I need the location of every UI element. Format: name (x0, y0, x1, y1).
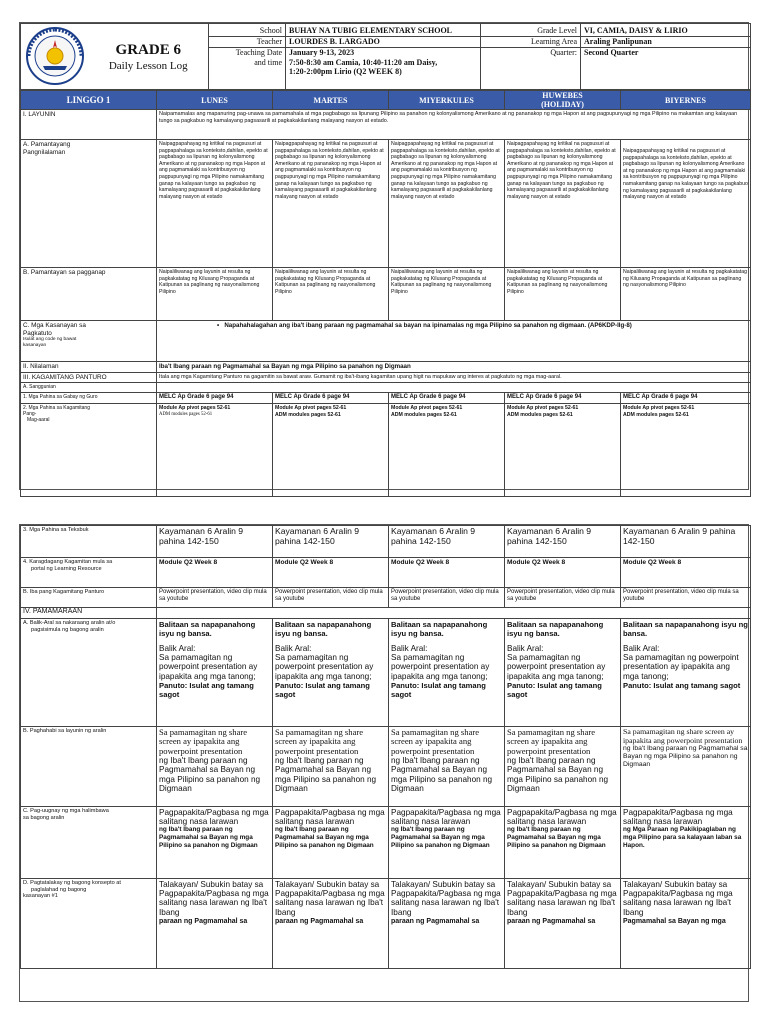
teksbuk-tue: Kayamanan 6 Aralin 9 pahina 142-150 (273, 526, 389, 558)
paghahabi-thu: Sa pamamagitan ng share screen ay ipapakita ang powerpoint presentation ng Iba't Ibang paraan ng Pagmamahal sa Bayan ng mga Pilipino sa panahon ng Digmaan (505, 727, 621, 807)
pamantayan-fri: Naipagpapahayag ng kritikal na pagsusuri at pagpapahalaga sa konteksto,dahilan, epekto at pagbabago sa lipunan ng kolonyalismong Amerikano at ng pananakop ng mga Hapon at ang pagmamalaki sa kontribusyon ng pagpupunyagi ng mga Pilipino namakamitang ganap na kalayaan tungo sa pagkabuo ng kamalayang pagsasarili at pagkakakilanlang malayang nasyon at estado (621, 140, 751, 268)
nilalaman-label: II. Nilalaman (21, 362, 157, 373)
iba-label: B. Iba pang Kagamitang Panturo (21, 588, 157, 608)
deped-seal-icon (25, 26, 85, 86)
gabay-wed: MELC Ap Grade 6 page 94 (389, 393, 505, 404)
pagtalakay-label: D. Pagtatalakay ng bagong konsepto at paglalahad ng bagong kasanayan #1 (21, 879, 157, 969)
pamantayan-label: A. Pamantayang Pangnilalaman (21, 140, 157, 268)
paguugnay-tue: Pagpapakita/Pagbasa ng mga salitang nasa larawan ng Iba't Ibang paraan ng Pagmamahal sa Bayan ng mga Pilipino sa panahon ng Digmaan (273, 807, 389, 879)
pamamaraan-empty (157, 608, 751, 619)
iba-mon: Powerpoint presentation, video clip mula sa youtube (157, 588, 273, 608)
layunin-label: I. LAYUNIN (21, 110, 157, 140)
lesson-log-page-2 (19, 524, 749, 1002)
teksbuk-thu: Kayamanan 6 Aralin 9 pahina 142-150 (505, 526, 621, 558)
kagamitang-row (21, 404, 751, 497)
paghahabi-mon: Sa pamamagitan ng share screen ay ipapakita ang powerpoint presentation ng Iba't Ibang paraan ng Pagmamahal sa Bayan ng mga Pilipino sa panahon ng Digmaan (157, 727, 273, 807)
day-thursday: HUWEBES (HOLIDAY) (505, 91, 621, 110)
paguugnay-thu: Pagpapakita/Pagbasa ng mga salitang nasa larawan ng Iba't Ibang paraan ng Pagmamahal sa Bayan ng mga Pilipino sa panahon ng Digmaan (505, 807, 621, 879)
paghahabi-wed: Sa pamamagitan ng share screen ay ipapakita ang powerpoint presentation ng Iba't Ibang paraan ng Pagmamahal sa Bayan ng mga Pilipino sa panahon ng Digmaan (389, 727, 505, 807)
day-tuesday: MARTES (273, 91, 389, 110)
kagamitang-fri: Module Ap pivot pages 52-61 ADM modules pages 52-61 (621, 404, 751, 497)
grade-level-label: Grade Level (537, 26, 577, 35)
sanggunian-row (21, 383, 751, 393)
pamamaraan-label: IV. PAMAMARAAN (21, 608, 157, 619)
kagamitang-wed: Module Ap pivot pages 52-61 ADM modules pages 52-61 (389, 404, 505, 497)
pagganap-mon: Naipaliliwanag ang layunin at resulta ng pagkakatatag ng Kilusang Propaganda at Katipunan sa paglinang ng nasyonalismong Pilipino (157, 268, 273, 321)
lesson-log-page-1 (19, 22, 749, 490)
teacher-name: LOURDES B. LARGADO (286, 36, 480, 46)
deped-logo (21, 24, 89, 90)
balik-thu: Balitaan sa napapanahong isyu ng bansa. Balik Aral: Sa pamamagitan ng powerpoint presentation ay ipapakita ang mga tanong; Panuto: Isulat ang tamang sagot (505, 619, 621, 727)
log-title: Daily Lesson Log (108, 59, 188, 72)
kagamitang-tue: Module Ap pivot pages 52-61 ADM modules pages 52-61 (273, 404, 389, 497)
day-monday: LUNES (157, 91, 273, 110)
kasanayan-row (21, 321, 751, 362)
gabay-thu: MELC Ap Grade 6 page 94 (505, 393, 621, 404)
teksbuk-mon: Kayamanan 6 Aralin 9 pahina 142-150 (157, 526, 273, 558)
header-values (286, 24, 481, 90)
kasanayan-label: C. Mga Kasanayan sa Pagkatuto Isulat ang code ng bawat kasanayan (21, 321, 157, 362)
teaching-date: January 9-13, 2023 (286, 47, 480, 57)
grade-title: GRADE 6 (115, 41, 181, 58)
teacher-label: Teacher (209, 36, 285, 46)
header-values-right (581, 24, 751, 90)
pagganap-label: B. Pamantayan sa pagganap (21, 268, 157, 321)
title-block (89, 24, 209, 90)
pagganap-row (21, 268, 751, 321)
pagganap-fri: Naipaliliwanag ang layunin at resulta ng pagkakatatag ng Kilusang Propaganda at Katipunan sa paglinang ng nasyonalismong Pilipino (621, 268, 751, 321)
week-header: LINGGO 1 (21, 91, 157, 110)
teksbuk-wed: Kayamanan 6 Aralin 9 pahina 142-150 (389, 526, 505, 558)
pagganap-thu: Naipaliliwanag ang layunin at resulta ng pagkakatatag ng Kilusang Propaganda at Katipunan sa paglinang ng nasyonalismong Pilipino (505, 268, 621, 321)
lesson-table-page-1 (20, 90, 751, 497)
teksbuk-row (21, 526, 751, 558)
teksbuk-fri: Kayamanan 6 Aralin 9 pahina 142-150 (621, 526, 751, 558)
date-label-1: Teaching Date (209, 47, 285, 57)
karagdagang-row (21, 558, 751, 588)
day-wednesday: MIYERKULES (389, 91, 505, 110)
balik-tue: Balitaan sa napapanahong isyu ng bansa. Balik Aral: Sa pamamagitan ng powerpoint presentation ay ipapakita ang mga tanong; Panuto: Isulat ang tamang sagot (273, 619, 389, 727)
iba-wed: Powerpoint presentation, video clip mula sa youtube (389, 588, 505, 608)
pamantayan-row (21, 140, 751, 268)
learning-area: Araling Panlipunan (581, 36, 750, 46)
layunin-row (21, 110, 751, 140)
balik-label: A. Balik-Aral sa nakaraang aralin at/o pagsisimula ng bagong aralin (21, 619, 157, 727)
karagdagang-wed: Module Q2 Week 8 (389, 558, 505, 588)
pamantayan-wed: Naipagpapahayag ng kritikal na pagsusuri at pagpapahalaga sa konteksto,dahilan, epekto at pagbabago sa lipunan ng kolonyalismong Amerikano at ng pananakop ng mga Hapon at ang pagmamalaki sa kontribusyon ng pagpupunyagi ng mga Pilipino namakamitang ganap na kalayaan tungo sa pagkabuo ng kamalayang pagsasarili at pagkakakilanlang malayang nasyon at estado (389, 140, 505, 268)
pagganap-tue: Naipaliliwanag ang layunin at resulta ng pagkakatatag ng Kilusang Propaganda at Katipunan sa paglinang ng nasyonalismong Pilipino (273, 268, 389, 321)
kagamitang-label: 2. Mga Pahina sa Kagamitang Pang- Mag-aaral (21, 404, 157, 497)
teksbuk-label: 3. Mga Pahina sa Teksbuk (21, 526, 157, 558)
karagdagang-tue: Module Q2 Week 8 (273, 558, 389, 588)
paghahabi-tue: Sa pamamagitan ng share screen ay ipapakita ang powerpoint presentation ng Iba't Ibang paraan ng Pagmamahal sa Bayan ng mga Pilipino sa panahon ng Digmaan (273, 727, 389, 807)
day-header-row (21, 91, 751, 110)
layunin-text: Naipamamalas ang mapanuring pag-unawa sa pamamahala at mga pagbabago sa lipunang Pilipino sa panahon ng kolonyalismong Amerikano at ng pananakop ng mga Hapon at ang pagpupunyagi ng mga Pilipino na makamtan ang kalayaan tungo sa pagkabuo ng kamalayang pagsasarili at pagkakakilanlang malayang nasyon at estado. (157, 110, 751, 140)
pagtalakay-mon: Talakayan/ Subukin batay sa Pagpapakita/Pagbasa ng mga salitang nasa larawan ng Iba't Ibang paraan ng Pagmamahal sa (157, 879, 273, 969)
iba-thu: Powerpoint presentation, video clip mula sa youtube (505, 588, 621, 608)
karagdagang-label: 4. Karagdagang Kagamitan mula sa portal ng Learning Resource (21, 558, 157, 588)
pagtalakay-row (21, 879, 751, 969)
lesson-table-page-2 (20, 525, 751, 969)
balik-wed: Balitaan sa napapanahong isyu ng bansa. Balik Aral: Sa pamamagitan ng powerpoint presentation ay ipapakita ang mga tanong; Panuto: Isulat ang tamang sagot (389, 619, 505, 727)
sanggunian-label: A. Sanggunian (21, 383, 157, 393)
teaching-time-1: 7:50-8:30 am Camia, 10:40-11:20 am Daisy, (289, 58, 438, 67)
learning-area-label: Learning Area (481, 36, 580, 46)
iba-row (21, 588, 751, 608)
teaching-time-2: 1:20-2:00pm Lirio (Q2 WEEK 8) (289, 67, 402, 76)
pamantayan-mon: Naipagpapahayag ng kritikal na pagsusuri at pagpapahalaga sa konteksto,dahilan, epekto at pagbabago sa lipunan ng kolonyalismong Amerikano at ng pananakop ng mga Hapon at ang pagmamalaki sa kontribusyon ng pagpupunyagi ng mga Pilipino namakamitang ganap na kalayaan tungo sa pagkabuo ng kamalayang pagsasarili at pagkakakilanlang malayang nasyon at estado (157, 140, 273, 268)
header-labels (209, 24, 286, 90)
iba-fri: Powerpoint presentation, video clip mula sa youtube (621, 588, 751, 608)
school-label: School (259, 26, 282, 35)
pamantayan-tue: Naipagpapahayag ng kritikal na pagsusuri at pagpapahalaga sa konteksto,dahilan, epekto at pagbabago sa lipunan ng kolonyalismong Amerikano at ng pananakop ng mga Hapon at ang pagmamalaki sa kontribusyon ng pagpupunyagi ng mga Pilipino namakamitang ganap na kalayaan tungo sa pagkabuo ng kamalayang pagsasarili at pagkakakilanlang malayang nasyon at estado (273, 140, 389, 268)
kagamitan-row (21, 372, 751, 383)
pagtalakay-thu: Talakayan/ Subukin batay sa Pagpapakita/Pagbasa ng mga salitang nasa larawan ng Iba't Ibang paraan ng Pagmamahal sa (505, 879, 621, 969)
pagganap-wed: Naipaliliwanag ang layunin at resulta ng pagkakatatag ng Kilusang Propaganda at Katipunan sa paglinang ng nasyonalismong Pilipino (389, 268, 505, 321)
quarter: Second Quarter (581, 47, 750, 57)
kagamitan-text: Itala ang mga Kagamitang Panturo na gagamitin sa bawat araw. Gumamit ng iba't-ibang kagamitan upang higit na mapukaw ang interes at pagkatuto ng mga mag-aaral. (157, 372, 751, 383)
nilalaman-text: Iba't Ibang paraan ng Pagmamahal sa Bayan ng mga Pilipino sa panahon ng Digmaan (157, 362, 751, 373)
balik-row (21, 619, 751, 727)
balik-fri: Balitaan sa napapanahong isyu ng bansa. Balik Aral: Sa pamamagitan ng powerpoint presentation ay ipapakita ang mga tanong; Panuto: Isulat ang tamang sagot (621, 619, 751, 727)
quarter-label: Quarter: (481, 47, 580, 57)
pagtalakay-wed: Talakayan/ Subukin batay sa Pagpapakita/Pagbasa ng mga salitang nasa larawan ng Iba't Ibang paraan ng Pagmamahal sa (389, 879, 505, 969)
pamamaraan-row (21, 608, 751, 619)
gabay-mon: MELC Ap Grade 6 page 94 (157, 393, 273, 404)
paguugnay-mon: Pagpapakita/Pagbasa ng mga salitang nasa larawan ng Iba't Ibang paraan ng Pagmamahal sa Bayan ng mga Pilipino sa panahon ng Digmaan (157, 807, 273, 879)
kasanayan-text: • Napahahalagahan ang iba't ibang paraan ng pagmamahal sa bayan na ipinamalas ng mga Pilipino sa panahon ng digmaan. (AP6KDP-IIg-8) (157, 321, 751, 362)
karagdagang-mon: Module Q2 Week 8 (157, 558, 273, 588)
paguugnay-row (21, 807, 751, 879)
paghahabi-row (21, 727, 751, 807)
pamantayan-thu: Naipagpapahayag ng kritikal na pagsusuri at pagpapahalaga sa konteksto,dahilan, epekto at pagbabago sa lipunan ng kolonyalismong Amerikano at ng pananakop ng mga Hapon at ang pagmamalaki sa kontribusyon ng pagpupunyagi ng mga Pilipino namakamitang ganap na kalayaan tungo sa pagkabuo ng kamalayang pagsasarili at pagkakakilanlang malayang nasyon at estado (505, 140, 621, 268)
header-table (20, 23, 751, 90)
gabay-tue: MELC Ap Grade 6 page 94 (273, 393, 389, 404)
kagamitang-mon: Module Ap pivot pages 52-61 ADM modules pages 52-61 (157, 404, 273, 497)
paguugnay-fri: Pagpapakita/Pagbasa ng mga salitang nasa larawan ng Mga Paraan ng Pakikipaglaban ng mga Pilipino para sa kalayaan laban sa Hapon. (621, 807, 751, 879)
paghahabi-label: B. Paghahabi sa layunin ng aralin (21, 727, 157, 807)
karagdagang-fri: Module Q2 Week 8 (621, 558, 751, 588)
gabay-label: 1. Mga Pahina sa Gabay ng Guro (21, 393, 157, 404)
kagamitang-thu: Module Ap pivot pages 52-61 ADM modules pages 52-61 (505, 404, 621, 497)
karagdagang-thu: Module Q2 Week 8 (505, 558, 621, 588)
nilalaman-row (21, 362, 751, 373)
pagtalakay-tue: Talakayan/ Subukin batay sa Pagpapakita/Pagbasa ng mga salitang nasa larawan ng Iba't Ibang paraan ng Pagmamahal sa (273, 879, 389, 969)
paguugnay-label: C. Pag-uugnay ng mga halimbawa sa bagong aralin (21, 807, 157, 879)
day-friday: BIYERNES (621, 91, 751, 110)
paghahabi-fri: Sa pamamagitan ng share screen ay ipapakita ang powerpoint presentation ng Iba't Ibang paraan ng Pagmamahal sa Bayan ng mga Pilipino sa panahon ng Digmaan (621, 727, 751, 807)
date-label-2: and time (254, 58, 282, 67)
gabay-fri: MELC Ap Grade 6 page 94 (621, 393, 751, 404)
grade-level: VI, CAMIA, DAISY & LIRIO (584, 26, 688, 35)
school-name: BUHAY NA TUBIG ELEMENTARY SCHOOL (289, 26, 453, 35)
pagtalakay-fri: Talakayan/ Subukin batay sa Pagpapakita/Pagbasa ng mga salitang nasa larawan ng Iba't Ibang Pagmamahal sa Bayan ng mga (621, 879, 751, 969)
header-labels-right (481, 24, 581, 90)
paguugnay-wed: Pagpapakita/Pagbasa ng mga salitang nasa larawan ng Iba't Ibang paraan ng Pagmamahal sa Bayan ng mga Pilipino sa panahon ng Digmaan (389, 807, 505, 879)
kagamitan-label: III. KAGAMITANG PANTURO (21, 372, 157, 383)
iba-tue: Powerpoint presentation, video clip mula sa youtube (273, 588, 389, 608)
balik-mon: Balitaan sa napapanahong isyu ng bansa. Balik Aral: Sa pamamagitan ng powerpoint presentation ay ipapakita ang mga tanong; Panuto: Isulat ang tamang sagot (157, 619, 273, 727)
sanggunian-empty (157, 383, 751, 393)
gabay-row (21, 393, 751, 404)
